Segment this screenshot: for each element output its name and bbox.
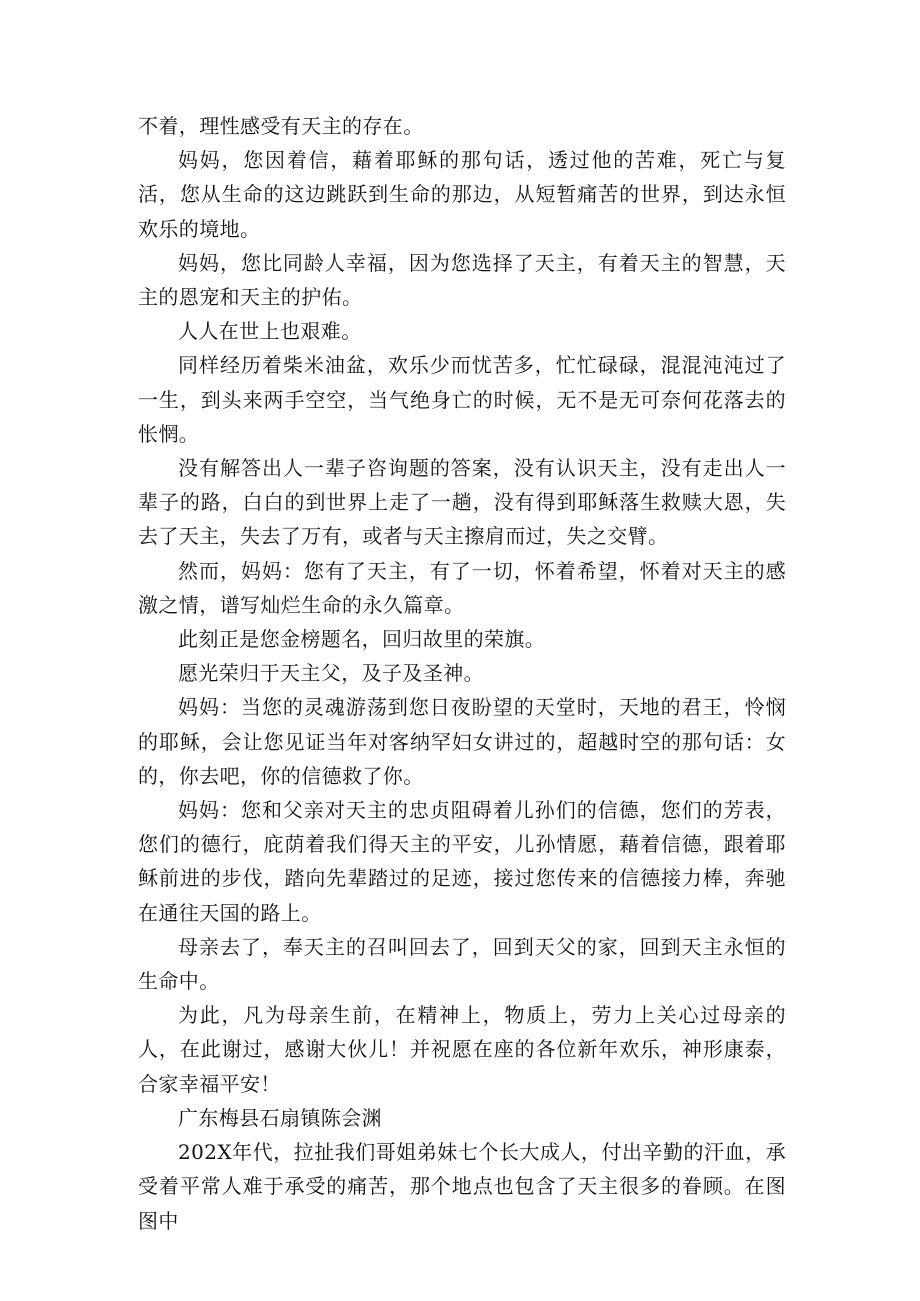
document-body — [138, 109, 786, 1238]
paragraph-1: 不着，理性感受有天主的存在。 — [138, 114, 424, 138]
paragraph-5: 同样经历着柴米油盆，欢乐少而忧苦多，忙忙碌碌，混混沌沌过了一生，到头来两手空空，当气绝身亡的时候，无不是无可奈何花落去的怅惘。 — [138, 353, 786, 446]
author-signature: 广东梅县石扇镇陈会渊 — [178, 1105, 382, 1130]
paragraph-7: 然而，妈妈：您有了天主，有了一切，怀着希望，怀着对天主的感激之情，谱写灿烂生命的永久篇章。 — [138, 558, 786, 617]
paragraph-8: 此刻正是您金榜题名，回归故里的荣旗。 — [178, 627, 546, 652]
paragraph-9: 愿光荣归于天主父，及子及圣神。 — [178, 661, 484, 686]
paragraph-12: 母亲去了，奉天主的召叫回去了，回到天父的家，回到天主永恒的生命中。 — [138, 934, 786, 994]
paragraph-6: 没有解答出人一辈子咨询题的答案，没有认识天主，没有走出人一辈子的路，白白的到世界上走了一趟，没有得到耶稣落生救赎大恩，失去了天主，失去了万有，或者与天主擦肩而过，失之交臂。 — [138, 456, 786, 549]
paragraph-15: 202X年代，拉扯我们哥姐弟妹七个长大成人，付出辛勤的汗血，承受着平常人难于承受的痛苦，那个地点也包含了天主很多的眷顾。在图图中 — [138, 1140, 786, 1233]
paragraph-2: 妈妈，您因着信，藉着耶稣的那句话，透过他的苦难，死亡与复活，您从生命的这边跳跃到生命的那边，从短暂痛苦的世界，到达永恒欢乐的境地。 — [138, 148, 786, 241]
paragraph-13: 为此，凡为母亲生前，在精神上，物质上，劳力上关心过母亲的人，在此谢过，感谢大伙儿！并祝愿在座的各位新年欢乐，神形康泰，合家幸福平安！ — [138, 1003, 786, 1096]
paragraph-4: 人人在世上也艰难。 — [178, 319, 362, 344]
paragraph-10: 妈妈：当您的灵魂游荡到您日夜盼望的天堂时，天地的君王，怜悯的耶稣，会让您见证当年对客纳罕妇女讲过的，超越时空的那句话：女的，你去吧，你的信德救了你。 — [138, 695, 786, 788]
paragraph-3: 妈妈，您比同龄人幸福，因为您选择了天主，有着天主的智慧，天主的恩宠和天主的护佑。 — [138, 250, 786, 310]
paragraph-11: 妈妈：您和父亲对天主的忠贞阻碍着儿孙们的信德，您们的芳表，您们的德行，庇荫着我们得天主的平安，儿孙情愿，藉着信德，跟着耶稣前进的步伐，踏向先辈踏过的足迹，接过您传来的信德接力棒，奔驰在通往天国的路上。 — [138, 798, 786, 925]
